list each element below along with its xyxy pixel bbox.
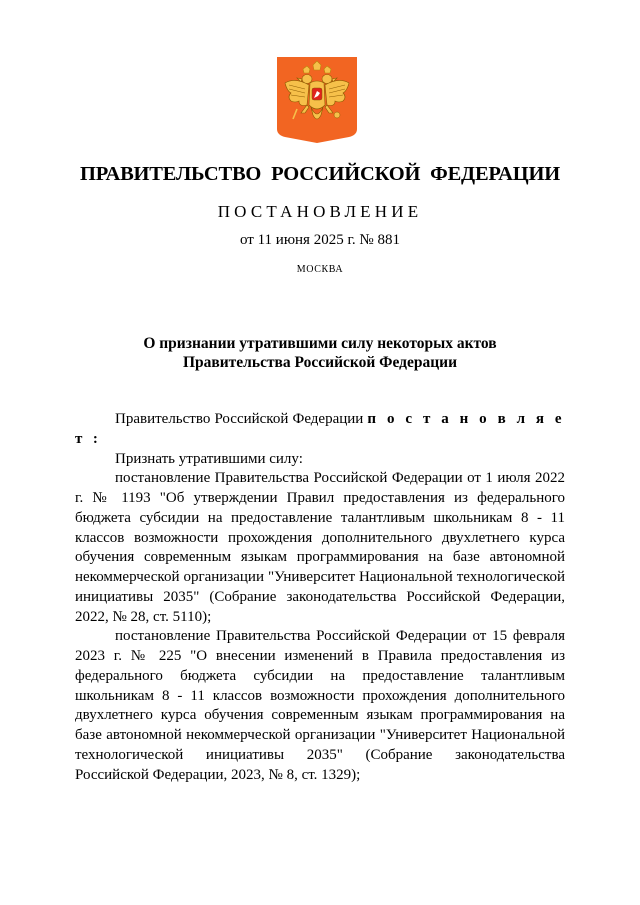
intro-paragraph (75, 410, 565, 450)
document-body (75, 410, 565, 785)
repealed-act-1: постановление Правительства Российской Федерации от 1 июля 2022 г. № 1193 "Об утверждении Правил предоставления из федерального бюджета субсидии на предоставление талантливым школьникам 8 - 11 классов возможности прохождения дополнительного двухлетнего курса обучения современным языкам программирования на базе автономной некоммерческой организации "Университет Национальной технологической инициативы 2035" (Собрание законодательства Российской Федерации, 2022, № 28, ст. 5110); (75, 470, 565, 625)
coat-of-arms-icon (277, 57, 357, 143)
government-title: ПРАВИТЕЛЬСТВО РОССИЙСКОЙ ФЕДЕРАЦИИ (80, 163, 560, 185)
subject-line-2: Правительства Российской Федерации (182, 354, 458, 371)
repealed-act-2: постановление Правительства Российской Федерации от 15 февраля 2023 г. № 225 "О внесении изменений в Правила предоставления из федерального бюджета субсидии на предоставление талантливым школьникам 8 - 11 классов возможности прохождения дополнительного двухлетнего курса обучения современным языкам программирования на базе автономной некоммерческой организации "Университет Национальной технологической инициативы 2035" (Собрание законодательства Российской Федерации, 2023, № 8, ст. 1329); (75, 628, 565, 783)
subject-line-1: О признании утратившими силу некоторых актов (143, 335, 497, 352)
declare-paragraph: Признать утратившими силу: (115, 450, 303, 467)
intro-verb: п о с т а н о в л я е т : (75, 411, 565, 447)
intro-prefix: Правительство Российской Федерации (115, 411, 368, 427)
document-subject (0, 334, 640, 372)
document-type: ПОСТАНОВЛЕНИЕ (217, 202, 423, 221)
document-date-number: от 11 июня 2025 г. № 881 (240, 232, 400, 248)
document-city: МОСКВА (296, 264, 344, 275)
